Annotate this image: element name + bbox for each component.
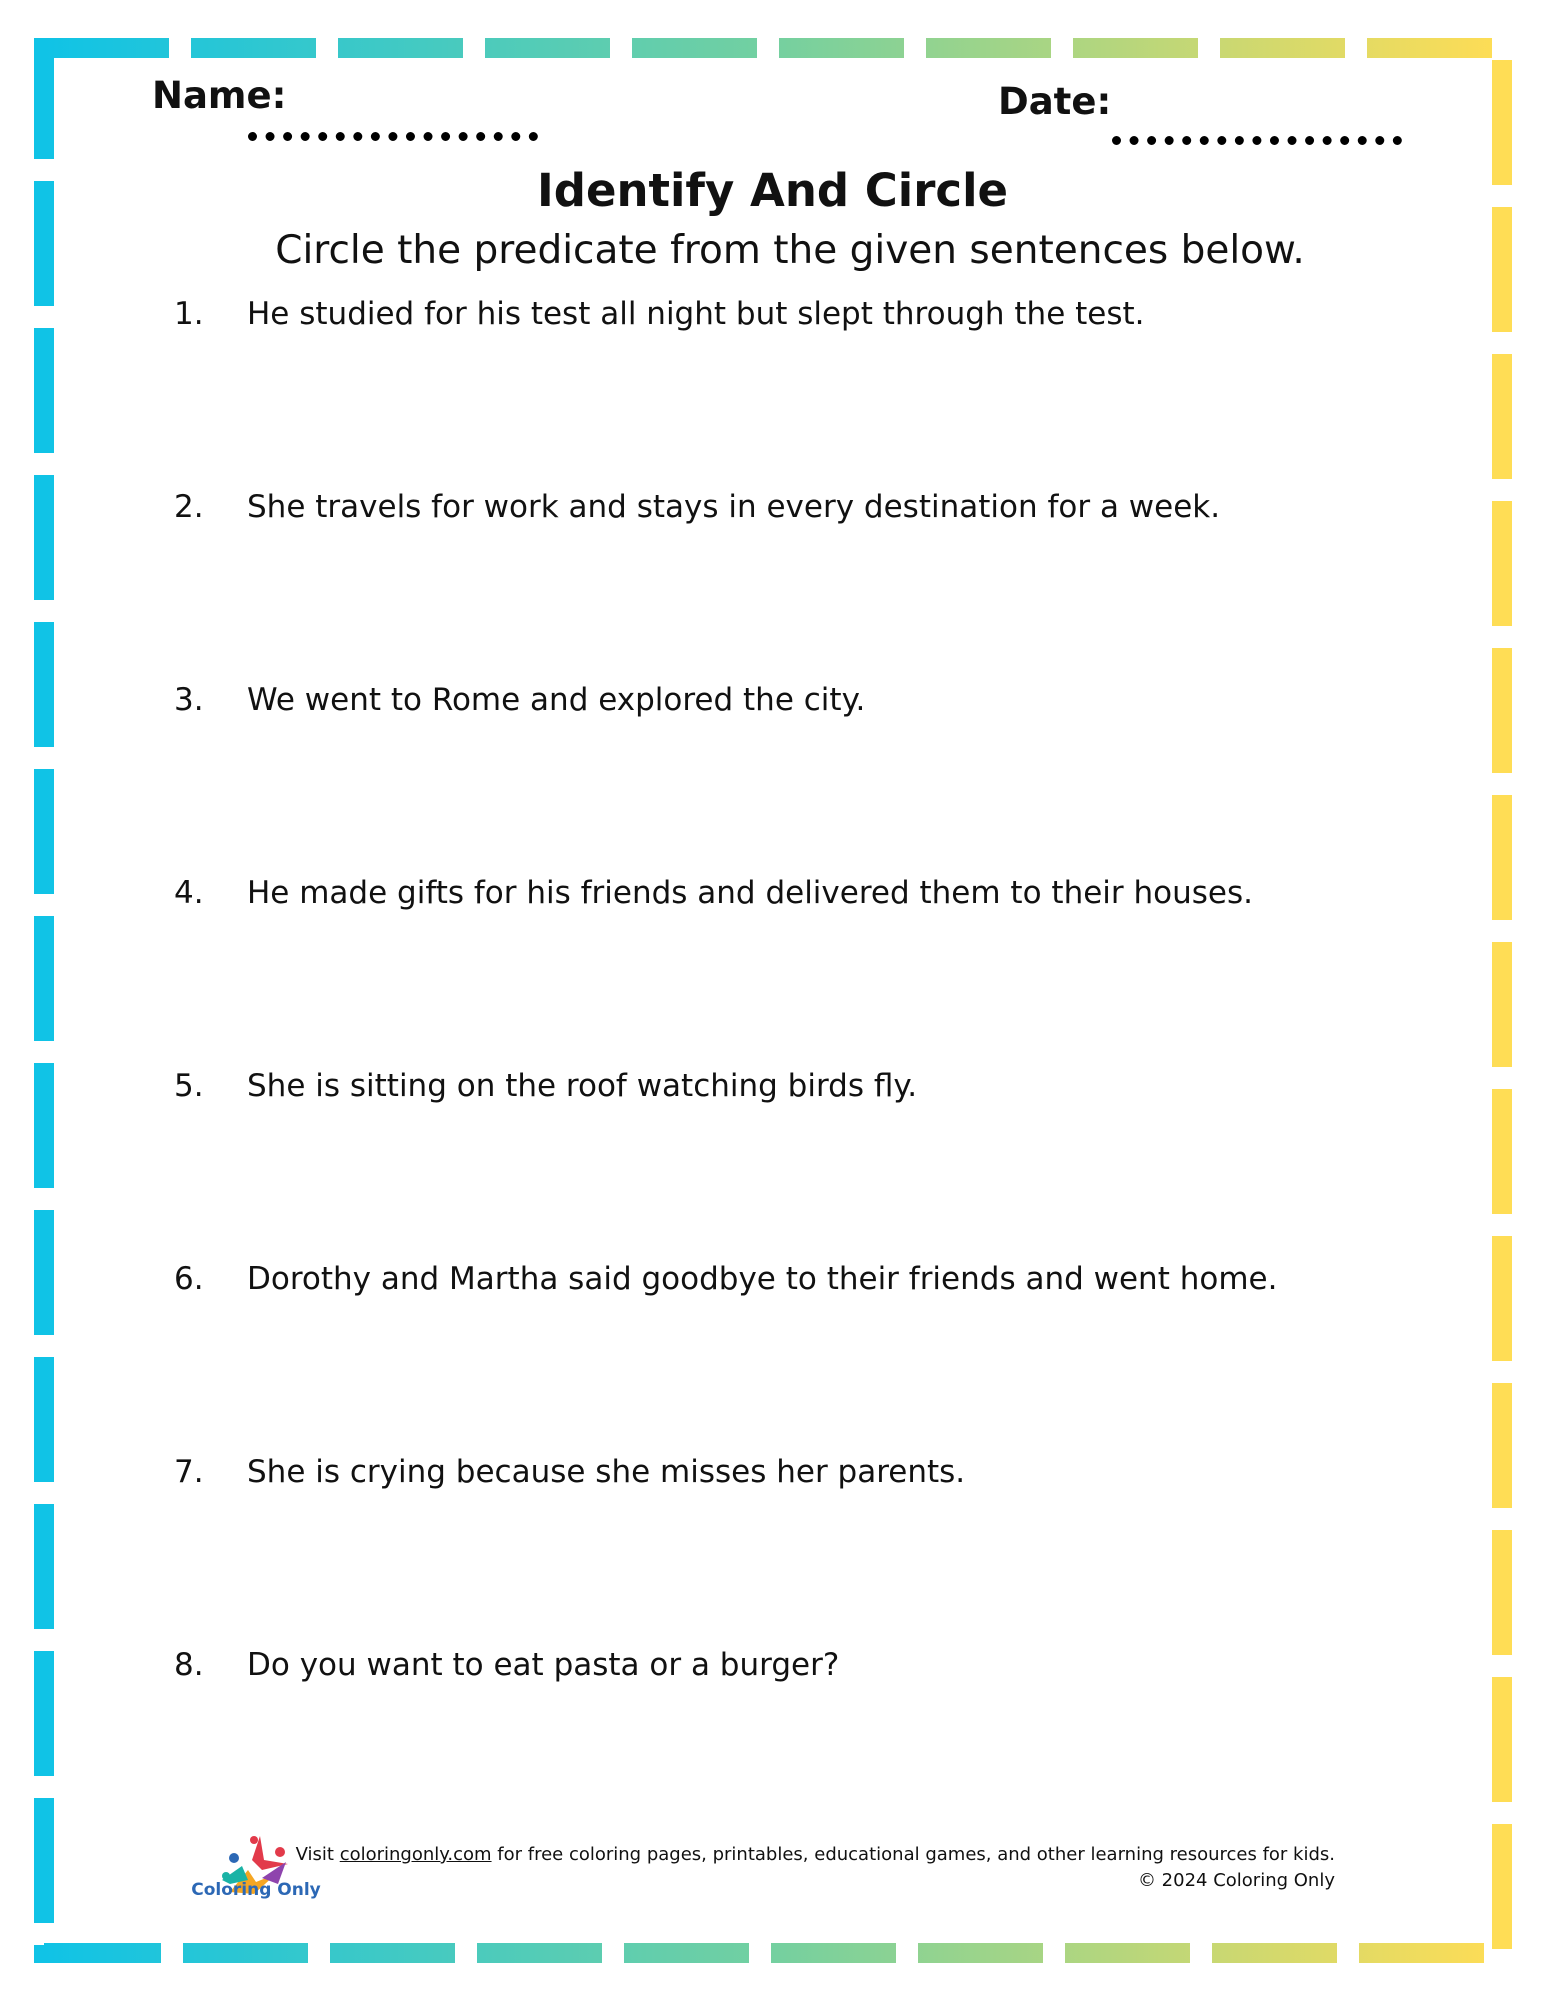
footer-copyright: © 2024 Coloring Only <box>1137 1870 1335 1891</box>
question-number: 4. <box>174 875 204 911</box>
question-text: We went to Rome and explored the city. <box>247 682 866 718</box>
date-label: Date: <box>998 80 1112 123</box>
question-text: Do you want to eat pasta or a burger? <box>247 1647 840 1683</box>
date-field-line[interactable] <box>1112 136 1402 145</box>
question-text: He made gifts for his friends and delivered them to their houses. <box>247 875 1253 911</box>
question-number: 8. <box>174 1647 204 1683</box>
question-text: Dorothy and Martha said goodbye to their friends and went home. <box>247 1261 1278 1297</box>
question-number: 7. <box>174 1454 204 1490</box>
name-field-line[interactable] <box>248 132 538 141</box>
site-link[interactable]: coloringonly.com <box>339 1844 492 1865</box>
question-text: She is sitting on the roof watching birds fly. <box>247 1068 918 1104</box>
question-number: 3. <box>174 682 204 718</box>
question-text: He studied for his test all night but slept through the test. <box>247 296 1145 332</box>
logo-text: Coloring Only <box>191 1880 321 1900</box>
worksheet-instruction: Circle the predicate from the given sentences below. <box>275 228 1305 273</box>
question-text: She travels for work and stays in every destination for a week. <box>247 489 1221 525</box>
footer <box>296 1842 1335 1894</box>
question-text: She is crying because she misses her parents. <box>247 1454 966 1490</box>
footer-line <box>296 1842 1335 1868</box>
worksheet-title: Identify And Circle <box>536 164 1009 217</box>
question-number: 1. <box>174 296 204 332</box>
footer-description: for free coloring pages, printables, educational games, and other learning resources for kids. <box>491 1844 1335 1865</box>
question-number: 2. <box>174 489 204 525</box>
question-number: 5. <box>174 1068 204 1104</box>
name-label: Name: <box>152 74 287 117</box>
question-number: 6. <box>174 1261 204 1297</box>
footer-visit: Visit <box>295 1844 340 1865</box>
